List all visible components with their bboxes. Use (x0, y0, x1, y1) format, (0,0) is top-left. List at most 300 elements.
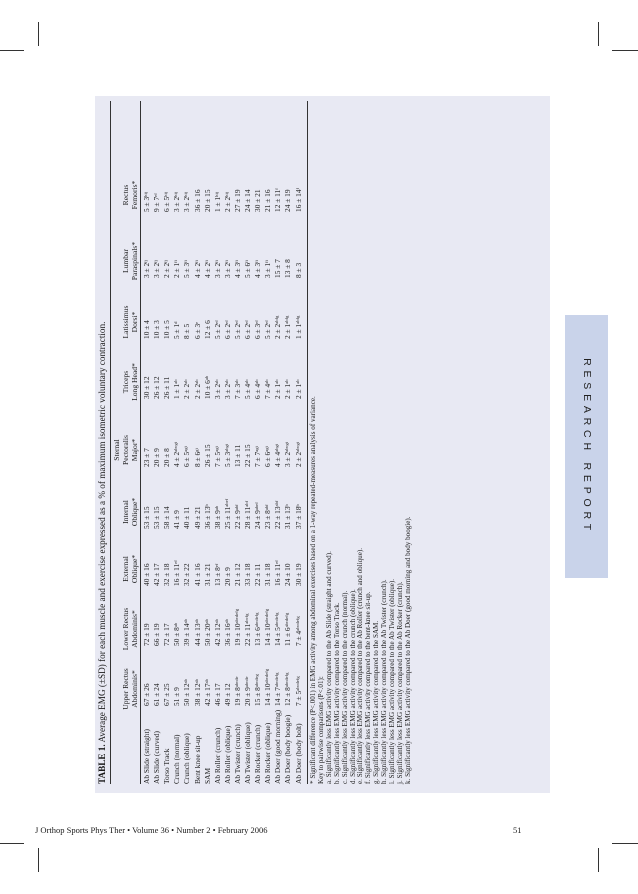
table-cell (263, 189, 273, 212)
table-caption: Average EMG (±SD) for each muscle and exercise expressed as a % of maximum isometric voluntary contraction. (97, 321, 107, 745)
cell-value: 36 ± 16 (192, 189, 202, 212)
cell-value: 5 ± 2 (263, 323, 273, 339)
table-cell (233, 504, 243, 529)
table-cell (223, 567, 233, 586)
cell-significance: fj (153, 260, 159, 263)
cell-significance: ab (254, 379, 260, 384)
cell-value: 7 ± 4 (293, 630, 303, 646)
table-cell (283, 442, 293, 467)
table-cell (253, 380, 263, 400)
table-cell (203, 260, 213, 278)
table-row (243, 101, 253, 784)
column-header-line: Oblique* (130, 497, 139, 527)
cell-value: 16 ± 14 (293, 189, 303, 212)
cell-value: 3 ± 2 (152, 262, 162, 278)
cell-value: 5 ± 2 (232, 323, 242, 339)
table-cell (294, 504, 304, 529)
table-row (263, 101, 273, 784)
cell-significance: gi (193, 448, 199, 452)
table-cell (233, 609, 243, 646)
cell-value: 42 ± 12 (212, 623, 222, 646)
cell-significance: abef (254, 502, 260, 511)
cell-significance: ab (183, 379, 189, 384)
column-header-line: Sternal (112, 439, 121, 461)
cell-value: 50 ± 20 (202, 623, 212, 646)
cell-value: 6 ± 2 (222, 323, 232, 339)
exercise-name: Crunch (normal) (172, 734, 182, 784)
cell-significance: ab (223, 379, 229, 384)
table-cell (223, 444, 233, 467)
table-cell (162, 623, 172, 646)
table-cell (213, 380, 223, 400)
cell-value: 6 ± 3 (253, 323, 263, 339)
cell-value: 15 ± 8 (253, 687, 263, 706)
cell-value: 3 ± 2 (212, 262, 222, 278)
column-header-line: Lower Rectus (121, 607, 130, 651)
cell-value: 50 ± 12 (182, 683, 192, 706)
exercise-name: SAM (202, 767, 212, 784)
table-cell (253, 613, 263, 646)
table-cell (253, 446, 263, 467)
cell-value: 67 ± 26 (142, 683, 151, 706)
column-header-line: External (121, 556, 130, 582)
cell-value: 6 ± 5 (182, 451, 192, 467)
cell-significance: fi (213, 260, 219, 263)
journal-citation: J Orthop Sports Phys Ther • Volume 36 • Number 2 • February 2006 (35, 825, 268, 835)
cell-value: 24 ± 9 (253, 510, 263, 529)
table-cell (283, 673, 293, 706)
table-cell (243, 260, 253, 278)
table-cell (142, 260, 152, 278)
cell-significance: ef (223, 320, 229, 324)
cell-significance: abcde (233, 676, 239, 688)
table-cell (263, 504, 273, 529)
cell-significance: hij (183, 191, 189, 197)
cell-significance: hij (223, 191, 229, 197)
table-row (142, 101, 152, 784)
cell-value: 2 ± 2 (293, 451, 303, 467)
cell-significance: ab (284, 379, 290, 384)
exercise-name: Torso Track (162, 748, 172, 784)
table-cell (253, 674, 263, 706)
cell-value: 24 ± 14 (243, 189, 252, 212)
cell-value: 5 ± 3 (142, 196, 151, 212)
table-title (97, 322, 107, 784)
cell-value: 32 ± 22 (182, 563, 192, 586)
cell-value: 4 ± 2 (202, 262, 212, 278)
table-cell (172, 687, 182, 706)
cell-significance: abcdefg (274, 672, 280, 688)
table-cell (213, 260, 223, 278)
cell-value: 42 ± 17 (202, 683, 212, 706)
cell-value: 39 ± 14 (182, 623, 192, 646)
table-cell (142, 683, 152, 706)
table-cell (253, 189, 263, 212)
table-cell (182, 446, 192, 467)
cell-significance: fi (183, 260, 189, 263)
table-cell (193, 619, 203, 646)
cell-value: 3 ± 2 (172, 196, 182, 212)
cell-value: 4 ± 4 (273, 451, 283, 467)
cell-significance: ab (173, 622, 179, 628)
cell-significance: e (193, 321, 199, 324)
cell-significance: ab (203, 679, 209, 684)
cell-value: 49 ± 12 (222, 683, 232, 706)
table-cell (152, 448, 162, 467)
table-cell (142, 376, 152, 399)
footnote-item: a. Significantly less EMG activity compared to the Ab Slide (straight and curved). (324, 551, 333, 784)
table-cell (162, 506, 172, 529)
cell-value: 3 ± 2 (283, 451, 293, 467)
cell-value: 2 ± 2 (162, 262, 172, 278)
table-cell (203, 619, 213, 646)
cell-significance: ab (193, 679, 199, 684)
table-number: TABLE 1. (97, 744, 107, 784)
cell-value: 7 ± 5 (212, 451, 222, 467)
cell-value: 2 ± 1 (283, 383, 293, 399)
table-row (233, 101, 243, 784)
cell-value: 20 ± 9 (222, 567, 232, 586)
cell-value: 13 ± 8 (212, 567, 222, 586)
table-row (203, 101, 213, 784)
cell-value: 41 ± 16 (192, 563, 202, 586)
cell-value: 27 ± 19 (232, 189, 242, 212)
cell-significance: ab (244, 379, 249, 384)
table-cell (162, 260, 172, 278)
cell-value: 66 ± 19 (152, 623, 162, 646)
cell-value: 24 ± 10 (283, 563, 293, 586)
cell-value: 22 ± 11 (253, 563, 263, 586)
column-header-line: Lumbar (121, 248, 130, 274)
cell-value: 2 ± 2 (222, 196, 232, 212)
table-cell (213, 506, 223, 529)
table-row (223, 101, 233, 784)
cell-significance: ab (203, 619, 209, 624)
cell-significance: abcdefg (233, 608, 239, 624)
table-cell (162, 192, 172, 212)
cell-value: 36 ± 13 (202, 506, 212, 529)
cell-significance: ef (153, 193, 159, 197)
table-cell (162, 563, 172, 586)
cell-significance: abcfg (244, 613, 249, 624)
cell-significance: abgi (223, 443, 229, 452)
cell-significance: ef (233, 320, 239, 324)
cell-significance: fi (233, 260, 239, 263)
column-header (121, 347, 139, 417)
table-cell (233, 445, 243, 467)
table-row (253, 101, 263, 784)
footnote-item: h. Significantly less EMG activity compared to the Ab Twister (crunch). (380, 579, 389, 784)
table-cell (152, 260, 162, 278)
column-header-line: Paraspinals* (130, 241, 139, 281)
table-cell (213, 192, 223, 212)
table-cell (283, 380, 293, 400)
cell-significance: fi (173, 260, 179, 263)
cell-value: 6 ± 5 (162, 196, 172, 212)
table-cell (243, 444, 253, 467)
table-cell (243, 614, 253, 646)
table-cell (182, 619, 192, 646)
cell-significance: d (173, 321, 179, 324)
table-cell (152, 506, 162, 529)
exercise-name: Ab Roller (oblique) (222, 725, 232, 784)
table-row (273, 101, 283, 784)
cell-significance: abf (244, 500, 249, 507)
cell-value: 40 ± 16 (142, 563, 151, 586)
column-header-line: Abdominis* (130, 670, 139, 708)
cell-value: 14 ± 7 (273, 687, 283, 706)
table-row (213, 101, 223, 784)
cell-value: 21 ± 12 (232, 563, 242, 586)
cell-value: 8 ± 6 (192, 451, 202, 467)
cell-value: 16 ± 11 (172, 563, 182, 586)
cell-significance: ef (213, 563, 219, 568)
cell-significance: abcdefg (274, 612, 280, 628)
cell-value: 24 ± 19 (283, 189, 293, 212)
cell-value: 5 ± 1 (172, 323, 182, 339)
cell-value: 30 ± 21 (253, 189, 263, 212)
table-cell (273, 380, 283, 400)
table-cell (203, 376, 213, 399)
table-cell (273, 316, 283, 339)
table-cell (243, 563, 253, 586)
crop-mark (38, 22, 39, 46)
table-cell (203, 189, 213, 212)
table-cell (294, 380, 304, 400)
cell-value: 41 ± 9 (172, 510, 182, 529)
table-cell (152, 193, 162, 212)
table-cell (162, 320, 172, 339)
cell-significance: abcdefg (264, 608, 270, 624)
table-cell (283, 189, 293, 212)
cell-significance: ef (254, 320, 260, 324)
table-cell (283, 613, 293, 646)
cell-value: 22 ± 11 (243, 623, 252, 646)
cell-value: 10 ± 5 (162, 320, 172, 339)
table-row (152, 101, 162, 784)
cell-significance: ef (274, 560, 280, 564)
table-cell (213, 446, 223, 467)
cell-value: 2 ± 2 (273, 323, 283, 339)
table-panel (95, 96, 550, 793)
cell-value: 51 ± 9 (172, 687, 182, 706)
cell-value: 23 ± 8 (263, 510, 273, 529)
table-cell (172, 322, 182, 339)
cell-value: 53 ± 15 (152, 506, 162, 529)
cell-value: 2 ± 2 (182, 383, 192, 399)
cell-significance: hij (143, 191, 148, 197)
table-cell (203, 504, 213, 529)
cell-value: 50 ± 8 (172, 627, 182, 646)
footnote-item: i. Significantly less EMG activity compared to the Ab Twister (oblique). (388, 578, 396, 784)
cell-value: 12 ± 11 (273, 189, 283, 212)
table-cell (223, 619, 233, 646)
cell-value: 6 ± 3 (192, 323, 202, 339)
cell-significance: f (294, 187, 300, 190)
cell-significance: abcgi (284, 441, 290, 452)
table-cell (213, 564, 223, 586)
exercise-name: Ab Doer (good morning) (273, 709, 283, 784)
table-cell (263, 380, 273, 400)
exercise-name: Ab Roller (crunch) (212, 727, 222, 784)
cell-significance: abcdefg (254, 612, 260, 628)
table-cell (182, 192, 192, 212)
cell-value: 31 ± 21 (202, 563, 212, 586)
column-header (121, 477, 139, 547)
table-cell (283, 504, 293, 529)
cell-significance: agi (183, 446, 189, 452)
cell-value: 5 ± 6 (243, 262, 252, 278)
footnote-significance: * Significant difference (P<.001) in EMG activity among abdominal exercises based on a 1-way repeated-measures analysis of variance. (309, 396, 317, 784)
cell-value: 26 ± 11 (162, 376, 172, 399)
section-label: RESEARCH REPORT (581, 358, 593, 535)
cell-value: 2 ± 2 (192, 383, 202, 399)
cell-value: 22 ± 13 (273, 506, 283, 529)
cell-value: 14 ± 10 (263, 683, 273, 706)
table-cell (193, 679, 203, 706)
cell-value: 11 ± 6 (283, 627, 293, 646)
table-cell (223, 683, 233, 706)
table-cell (162, 448, 172, 467)
cell-significance: abcdefg (284, 672, 290, 688)
table-cell (243, 501, 253, 529)
table-cell (223, 380, 233, 400)
cell-value: 31 ± 13 (283, 506, 293, 529)
cell-significance: fj (143, 260, 148, 263)
table-cell (182, 563, 192, 586)
table-cell (142, 320, 152, 339)
footnote-item: j. Significantly less EMG activity compared to the Ab Rocker (crunch). (395, 581, 404, 784)
cell-significance: abf (274, 500, 280, 507)
cell-value: 1 ± 1 (293, 323, 303, 339)
table-cell (203, 320, 213, 339)
cell-significance: ab (294, 379, 300, 384)
cell-value: 46 ± 17 (212, 683, 222, 706)
table-cell (273, 444, 283, 467)
page-number: 51 (513, 825, 522, 835)
cell-significance: fi (193, 260, 199, 263)
table-cell (253, 260, 263, 278)
cell-value: 37 ± 18 (293, 506, 303, 529)
column-header-line: Long Head* (130, 363, 139, 401)
cell-value: 5 ± 4 (243, 383, 252, 399)
table-cell (243, 676, 253, 706)
rule-header (140, 101, 141, 784)
table-cell (263, 320, 273, 339)
cell-significance: b (203, 504, 209, 507)
table-cell (172, 623, 182, 646)
column-header (121, 226, 139, 296)
cell-significance: ab (183, 679, 189, 684)
exercise-name: Ab Twister (oblique) (243, 722, 252, 784)
cell-significance: fi (223, 260, 229, 263)
crop-mark (598, 22, 599, 46)
table-cell (294, 188, 304, 212)
table-cell (283, 316, 293, 339)
table-cell (172, 560, 182, 586)
crop-mark (0, 50, 24, 51)
cell-value: 30 ± 12 (142, 376, 151, 399)
cell-significance: hij (173, 191, 179, 197)
table-cell (263, 609, 273, 646)
cell-significance: abfg (274, 315, 280, 324)
table-cell (233, 676, 243, 706)
footnote-item: b. Significantly less EMG activity compared to the Torso Track. (332, 602, 341, 784)
cell-value: 28 ± 11 (243, 506, 252, 529)
cell-significance: fi (203, 260, 209, 263)
cell-significance: ab (203, 375, 209, 381)
cell-significance: b (284, 504, 290, 507)
table-cell (273, 613, 283, 646)
table-cell (142, 563, 152, 586)
table-cell (152, 683, 162, 706)
table-cell (172, 442, 182, 467)
exercise-name: Bent knee sit-up (192, 735, 202, 784)
footnote-item: f. Significantly less EMG activity compared to the bent-knee sit-up. (364, 591, 373, 784)
cell-value: 6 ± 6 (263, 451, 273, 467)
cell-value: 4 ± 2 (192, 262, 202, 278)
crop-mark (598, 848, 599, 872)
table-cell (273, 560, 283, 586)
exercise-name: Ab Slide (straight) (142, 728, 151, 784)
cell-significance: fi (254, 260, 260, 263)
table-cell (152, 320, 162, 339)
cell-significance: ab (173, 379, 179, 384)
cell-value: 2 ± 1 (293, 383, 303, 399)
cell-significance: agi (254, 446, 260, 452)
table-row (283, 101, 293, 784)
rule-bottom (307, 101, 308, 784)
cell-significance: b (294, 504, 300, 507)
cell-significance: fj (163, 260, 169, 263)
footnote-item: g. Significantly less EMG activity compared to the SAM. (372, 620, 381, 784)
table-cell (193, 506, 203, 529)
cell-value: 23 ± 7 (142, 448, 151, 467)
cell-significance: ab (213, 619, 219, 624)
table-cell (172, 380, 182, 400)
cell-significance: ef (244, 320, 249, 324)
column-header (112, 415, 139, 485)
table-cell (263, 669, 273, 706)
table-cell (213, 683, 223, 706)
cell-significance: abcdeg (254, 674, 260, 688)
table-cell (263, 563, 273, 586)
table-cell (193, 189, 203, 212)
cell-value: 4 ± 3 (253, 262, 263, 278)
table-cell (273, 259, 283, 278)
table-cell (172, 510, 182, 529)
table-cell (294, 442, 304, 467)
cell-value: 7 ± 4 (263, 383, 273, 399)
cell-significance: ef (264, 320, 270, 324)
cell-value: 5 ± 2 (212, 323, 222, 339)
cell-significance: abfg (294, 315, 300, 324)
cell-value: 72 ± 17 (162, 623, 172, 646)
table-cell (294, 616, 304, 646)
cell-value: 9 ± 7 (152, 196, 162, 212)
cell-value: 2 ± 1 (273, 383, 283, 399)
cell-value: 36 ± 16 (222, 623, 232, 646)
table-cell (203, 563, 213, 586)
exercise-name: Ab Doer (body boogie) (283, 714, 293, 784)
column-header-line: Rectus (121, 184, 130, 206)
table-cell (142, 623, 152, 646)
table-cell (223, 320, 233, 339)
footnote-key: Key to pairwise comparisons (P<.01): (316, 676, 325, 784)
cell-significance: ab (193, 619, 199, 624)
column-header-line: Triceps (121, 370, 130, 394)
section-strip (565, 315, 608, 578)
